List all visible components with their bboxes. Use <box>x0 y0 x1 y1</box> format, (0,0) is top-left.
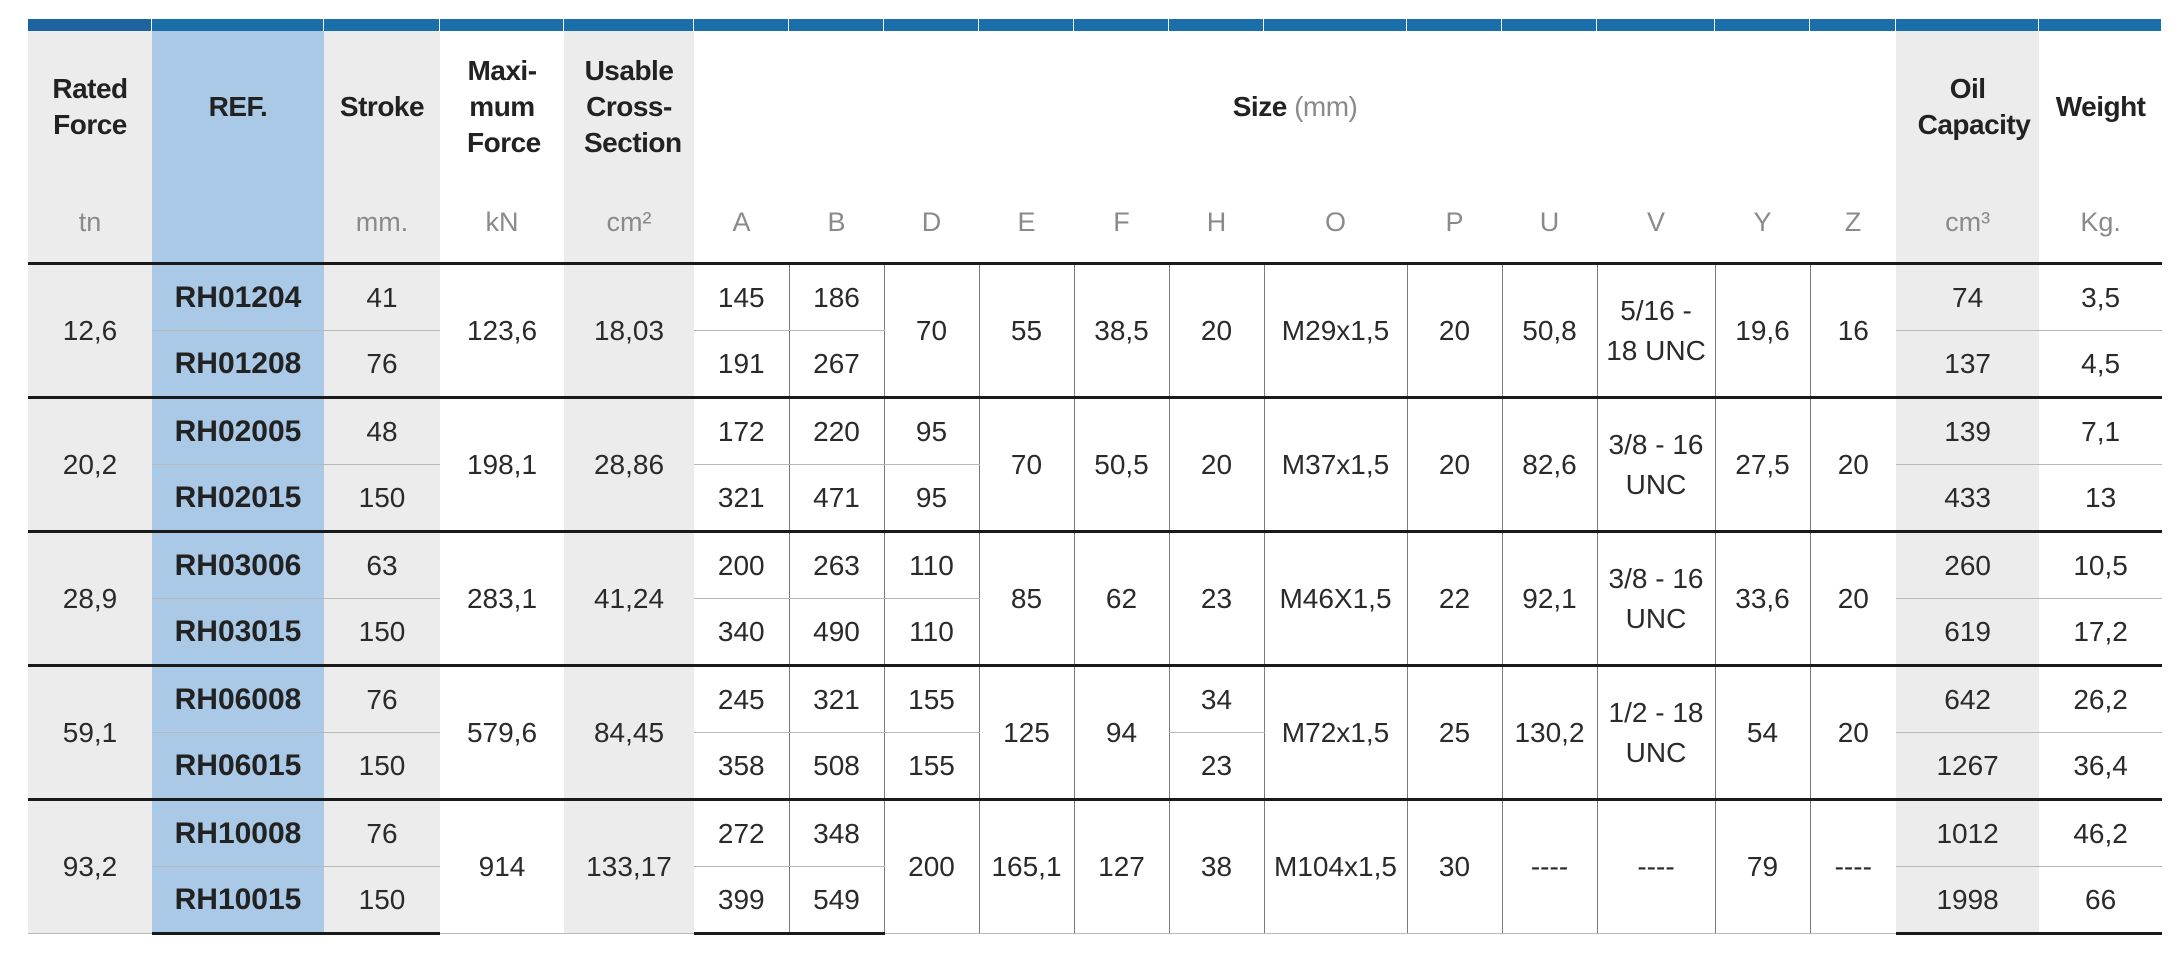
usable-cross-section-cell: 18,03 <box>564 264 694 398</box>
weight-cell: 4,5 <box>2039 331 2162 398</box>
weight-cell: 3,5 <box>2039 264 2162 331</box>
size-A-cell: 145 <box>694 264 789 331</box>
stroke-cell: 150 <box>324 465 440 532</box>
top-accent-bar-segment <box>694 19 788 31</box>
size-E-cell: 125 <box>979 666 1074 800</box>
size-P-cell: 20 <box>1407 398 1502 532</box>
weight-cell: 26,2 <box>2039 666 2162 733</box>
size-O-cell: M46X1,5 <box>1264 532 1407 666</box>
size-Z-cell: 20 <box>1810 666 1896 800</box>
usable-cross-section-cell: 28,86 <box>564 398 694 532</box>
size-V-cell: ---- <box>1597 800 1715 934</box>
table-row <box>28 264 2162 331</box>
size-H-cell: 34 <box>1169 666 1264 733</box>
usable-cross-section-cell: 41,24 <box>564 532 694 666</box>
stroke-cell: 150 <box>324 599 440 666</box>
header-size-unit: (mm) <box>1294 90 1358 122</box>
unit-ref <box>152 182 324 264</box>
rated-force-cell: 28,9 <box>28 532 152 666</box>
size-B-cell: 471 <box>789 465 884 532</box>
size-H-cell: 23 <box>1169 532 1264 666</box>
weight-cell: 36,4 <box>2039 733 2162 800</box>
ref-cell: RH06015 <box>152 733 324 800</box>
size-B-cell: 508 <box>789 733 884 800</box>
specifications-table <box>28 31 2162 935</box>
size-D-cell: 155 <box>884 666 979 733</box>
stroke-cell: 76 <box>324 800 440 867</box>
top-accent-bar-segment <box>1715 19 1809 31</box>
unit-U: U <box>1539 206 1560 237</box>
weight-cell: 46,2 <box>2039 800 2162 867</box>
ref-cell: RH10008 <box>152 800 324 867</box>
size-D-cell: 70 <box>884 264 979 398</box>
max-force-cell: 283,1 <box>440 532 564 666</box>
ref-cell: RH06008 <box>152 666 324 733</box>
size-B-cell: 186 <box>789 264 884 331</box>
rated-force-cell: 12,6 <box>28 264 152 398</box>
stroke-cell: 41 <box>324 264 440 331</box>
top-accent-bar-segment <box>1597 19 1714 31</box>
size-V-cell: 3/8 - 16 UNC <box>1597 398 1715 532</box>
header-usable-cross-section: Usable Cross- Section <box>564 31 694 182</box>
size-A-cell: 358 <box>694 733 789 800</box>
size-Z-cell: ---- <box>1810 800 1896 934</box>
top-accent-bar-segment <box>1407 19 1501 31</box>
size-Y-cell: 79 <box>1715 800 1810 934</box>
header-oil-capacity: Oil Capacity <box>1896 31 2039 182</box>
unit-B: B <box>827 206 846 237</box>
weight-cell: 10,5 <box>2039 532 2162 599</box>
top-accent-bar-segment <box>1810 19 1895 31</box>
size-U-cell: 50,8 <box>1502 264 1597 398</box>
size-A-cell: 245 <box>694 666 789 733</box>
size-O-cell: M29x1,5 <box>1264 264 1407 398</box>
unit-E: E <box>1017 206 1036 237</box>
header-size: Size (mm) <box>1232 90 1358 122</box>
size-Y-cell: 33,6 <box>1715 532 1810 666</box>
unit-A: A <box>732 206 751 237</box>
size-V-cell: 5/16 - 18 UNC <box>1597 264 1715 398</box>
oil-capacity-cell: 260 <box>1896 532 2039 599</box>
units-row <box>28 182 2162 264</box>
unit-H: H <box>1206 206 1227 237</box>
size-A-cell: 399 <box>694 867 789 934</box>
top-accent-bar-segment <box>2039 19 2161 31</box>
size-E-cell: 70 <box>979 398 1074 532</box>
header-max-force: Maxi- mum Force <box>467 54 541 158</box>
size-A-cell: 191 <box>694 331 789 398</box>
unit-Z: Z <box>1844 206 1862 237</box>
size-A-cell: 321 <box>694 465 789 532</box>
size-D-cell: 200 <box>884 800 979 934</box>
top-accent-bar-segment <box>789 19 883 31</box>
rated-force-cell: 20,2 <box>28 398 152 532</box>
unit-P: P <box>1445 206 1464 237</box>
size-P-cell: 30 <box>1407 800 1502 934</box>
weight-cell: 17,2 <box>2039 599 2162 666</box>
stroke-cell: 48 <box>324 398 440 465</box>
size-Z-cell: 20 <box>1810 398 1896 532</box>
size-U-cell: 130,2 <box>1502 666 1597 800</box>
size-Z-cell: 20 <box>1810 532 1896 666</box>
oil-capacity-cell: 74 <box>1896 264 2039 331</box>
size-E-cell: 55 <box>979 264 1074 398</box>
header-row <box>28 31 2162 182</box>
size-F-cell: 50,5 <box>1074 398 1169 532</box>
size-D-cell: 110 <box>884 599 979 666</box>
top-accent-bar-segment <box>979 19 1073 31</box>
weight-cell: 66 <box>2039 867 2162 934</box>
stroke-cell: 150 <box>324 867 440 934</box>
size-O-cell: M37x1,5 <box>1264 398 1407 532</box>
ref-cell: RH03015 <box>152 599 324 666</box>
size-D-cell: 95 <box>884 398 979 465</box>
max-force-cell: 914 <box>440 800 564 934</box>
table-row <box>28 666 2162 733</box>
unit-F: F <box>1113 206 1130 237</box>
oil-capacity-cell: 619 <box>1896 599 2039 666</box>
ref-cell: RH03006 <box>152 532 324 599</box>
unit-oil: cm³ <box>1896 182 2039 264</box>
stroke-cell: 76 <box>324 666 440 733</box>
top-accent-bar-segment <box>1264 19 1406 31</box>
size-B-cell: 321 <box>789 666 884 733</box>
unit-max-force: kN <box>485 206 519 237</box>
oil-capacity-cell: 137 <box>1896 331 2039 398</box>
unit-usable: cm² <box>564 182 694 264</box>
size-H-cell: 38 <box>1169 800 1264 934</box>
usable-cross-section-cell: 84,45 <box>564 666 694 800</box>
size-H-cell: 20 <box>1169 264 1264 398</box>
max-force-cell: 123,6 <box>440 264 564 398</box>
top-accent-bar <box>28 19 2158 31</box>
stroke-cell: 76 <box>324 331 440 398</box>
size-O-cell: M72x1,5 <box>1264 666 1407 800</box>
size-Y-cell: 27,5 <box>1715 398 1810 532</box>
size-A-cell: 340 <box>694 599 789 666</box>
size-Y-cell: 54 <box>1715 666 1810 800</box>
top-accent-bar-segment <box>1502 19 1596 31</box>
top-accent-bar-segment <box>1896 19 2038 31</box>
size-B-cell: 267 <box>789 331 884 398</box>
size-V-cell: 1/2 - 18 UNC <box>1597 666 1715 800</box>
size-H-cell: 20 <box>1169 398 1264 532</box>
oil-capacity-cell: 642 <box>1896 666 2039 733</box>
top-accent-bar-segment <box>1074 19 1168 31</box>
ref-cell: RH02005 <box>152 398 324 465</box>
size-E-cell: 165,1 <box>979 800 1074 934</box>
size-P-cell: 25 <box>1407 666 1502 800</box>
size-B-cell: 263 <box>789 532 884 599</box>
unit-D: D <box>921 206 942 237</box>
size-A-cell: 272 <box>694 800 789 867</box>
rated-force-cell: 59,1 <box>28 666 152 800</box>
size-Z-cell: 16 <box>1810 264 1896 398</box>
max-force-cell: 198,1 <box>440 398 564 532</box>
unit-stroke: mm. <box>324 182 440 264</box>
header-rated-force: Rated Force <box>28 31 152 182</box>
rated-force-cell: 93,2 <box>28 800 152 934</box>
size-B-cell: 348 <box>789 800 884 867</box>
usable-cross-section-cell: 133,17 <box>564 800 694 934</box>
oil-capacity-cell: 1012 <box>1896 800 2039 867</box>
top-accent-bar-segment <box>884 19 978 31</box>
size-E-cell: 85 <box>979 532 1074 666</box>
unit-weight: Kg. <box>2080 206 2121 237</box>
size-F-cell: 94 <box>1074 666 1169 800</box>
size-V-cell: 3/8 - 16 UNC <box>1597 532 1715 666</box>
top-accent-bar-segment <box>1169 19 1263 31</box>
header-weight: Weight <box>2055 90 2146 122</box>
header-ref: REF. <box>152 31 324 182</box>
size-U-cell: 82,6 <box>1502 398 1597 532</box>
top-accent-bar-segment <box>564 19 693 31</box>
unit-Y: Y <box>1753 206 1772 237</box>
size-U-cell: 92,1 <box>1502 532 1597 666</box>
size-B-cell: 220 <box>789 398 884 465</box>
size-U-cell: ---- <box>1502 800 1597 934</box>
size-F-cell: 38,5 <box>1074 264 1169 398</box>
size-H-cell: 23 <box>1169 733 1264 800</box>
size-A-cell: 200 <box>694 532 789 599</box>
unit-V: V <box>1646 206 1665 237</box>
oil-capacity-cell: 1998 <box>1896 867 2039 934</box>
stroke-cell: 150 <box>324 733 440 800</box>
top-accent-bar-segment <box>324 19 439 31</box>
ref-cell: RH10015 <box>152 867 324 934</box>
size-A-cell: 172 <box>694 398 789 465</box>
stroke-cell: 63 <box>324 532 440 599</box>
ref-cell: RH01208 <box>152 331 324 398</box>
size-P-cell: 22 <box>1407 532 1502 666</box>
size-Y-cell: 19,6 <box>1715 264 1810 398</box>
size-P-cell: 20 <box>1407 264 1502 398</box>
table-row <box>28 800 2162 867</box>
size-O-cell: M104x1,5 <box>1264 800 1407 934</box>
size-F-cell: 127 <box>1074 800 1169 934</box>
weight-cell: 13 <box>2039 465 2162 532</box>
table-row <box>28 398 2162 465</box>
size-B-cell: 490 <box>789 599 884 666</box>
header-stroke: Stroke <box>324 31 440 182</box>
ref-cell: RH01204 <box>152 264 324 331</box>
top-accent-bar-segment <box>152 19 323 31</box>
ref-cell: RH02015 <box>152 465 324 532</box>
top-accent-bar-segment <box>28 19 151 31</box>
unit-rated-force: tn <box>28 182 152 264</box>
table-row <box>28 532 2162 599</box>
oil-capacity-cell: 1267 <box>1896 733 2039 800</box>
size-D-cell: 95 <box>884 465 979 532</box>
top-accent-bar-segment <box>440 19 563 31</box>
max-force-cell: 579,6 <box>440 666 564 800</box>
size-F-cell: 62 <box>1074 532 1169 666</box>
unit-O: O <box>1324 206 1346 237</box>
weight-cell: 7,1 <box>2039 398 2162 465</box>
size-D-cell: 110 <box>884 532 979 599</box>
oil-capacity-cell: 433 <box>1896 465 2039 532</box>
size-B-cell: 549 <box>789 867 884 934</box>
size-D-cell: 155 <box>884 733 979 800</box>
oil-capacity-cell: 139 <box>1896 398 2039 465</box>
